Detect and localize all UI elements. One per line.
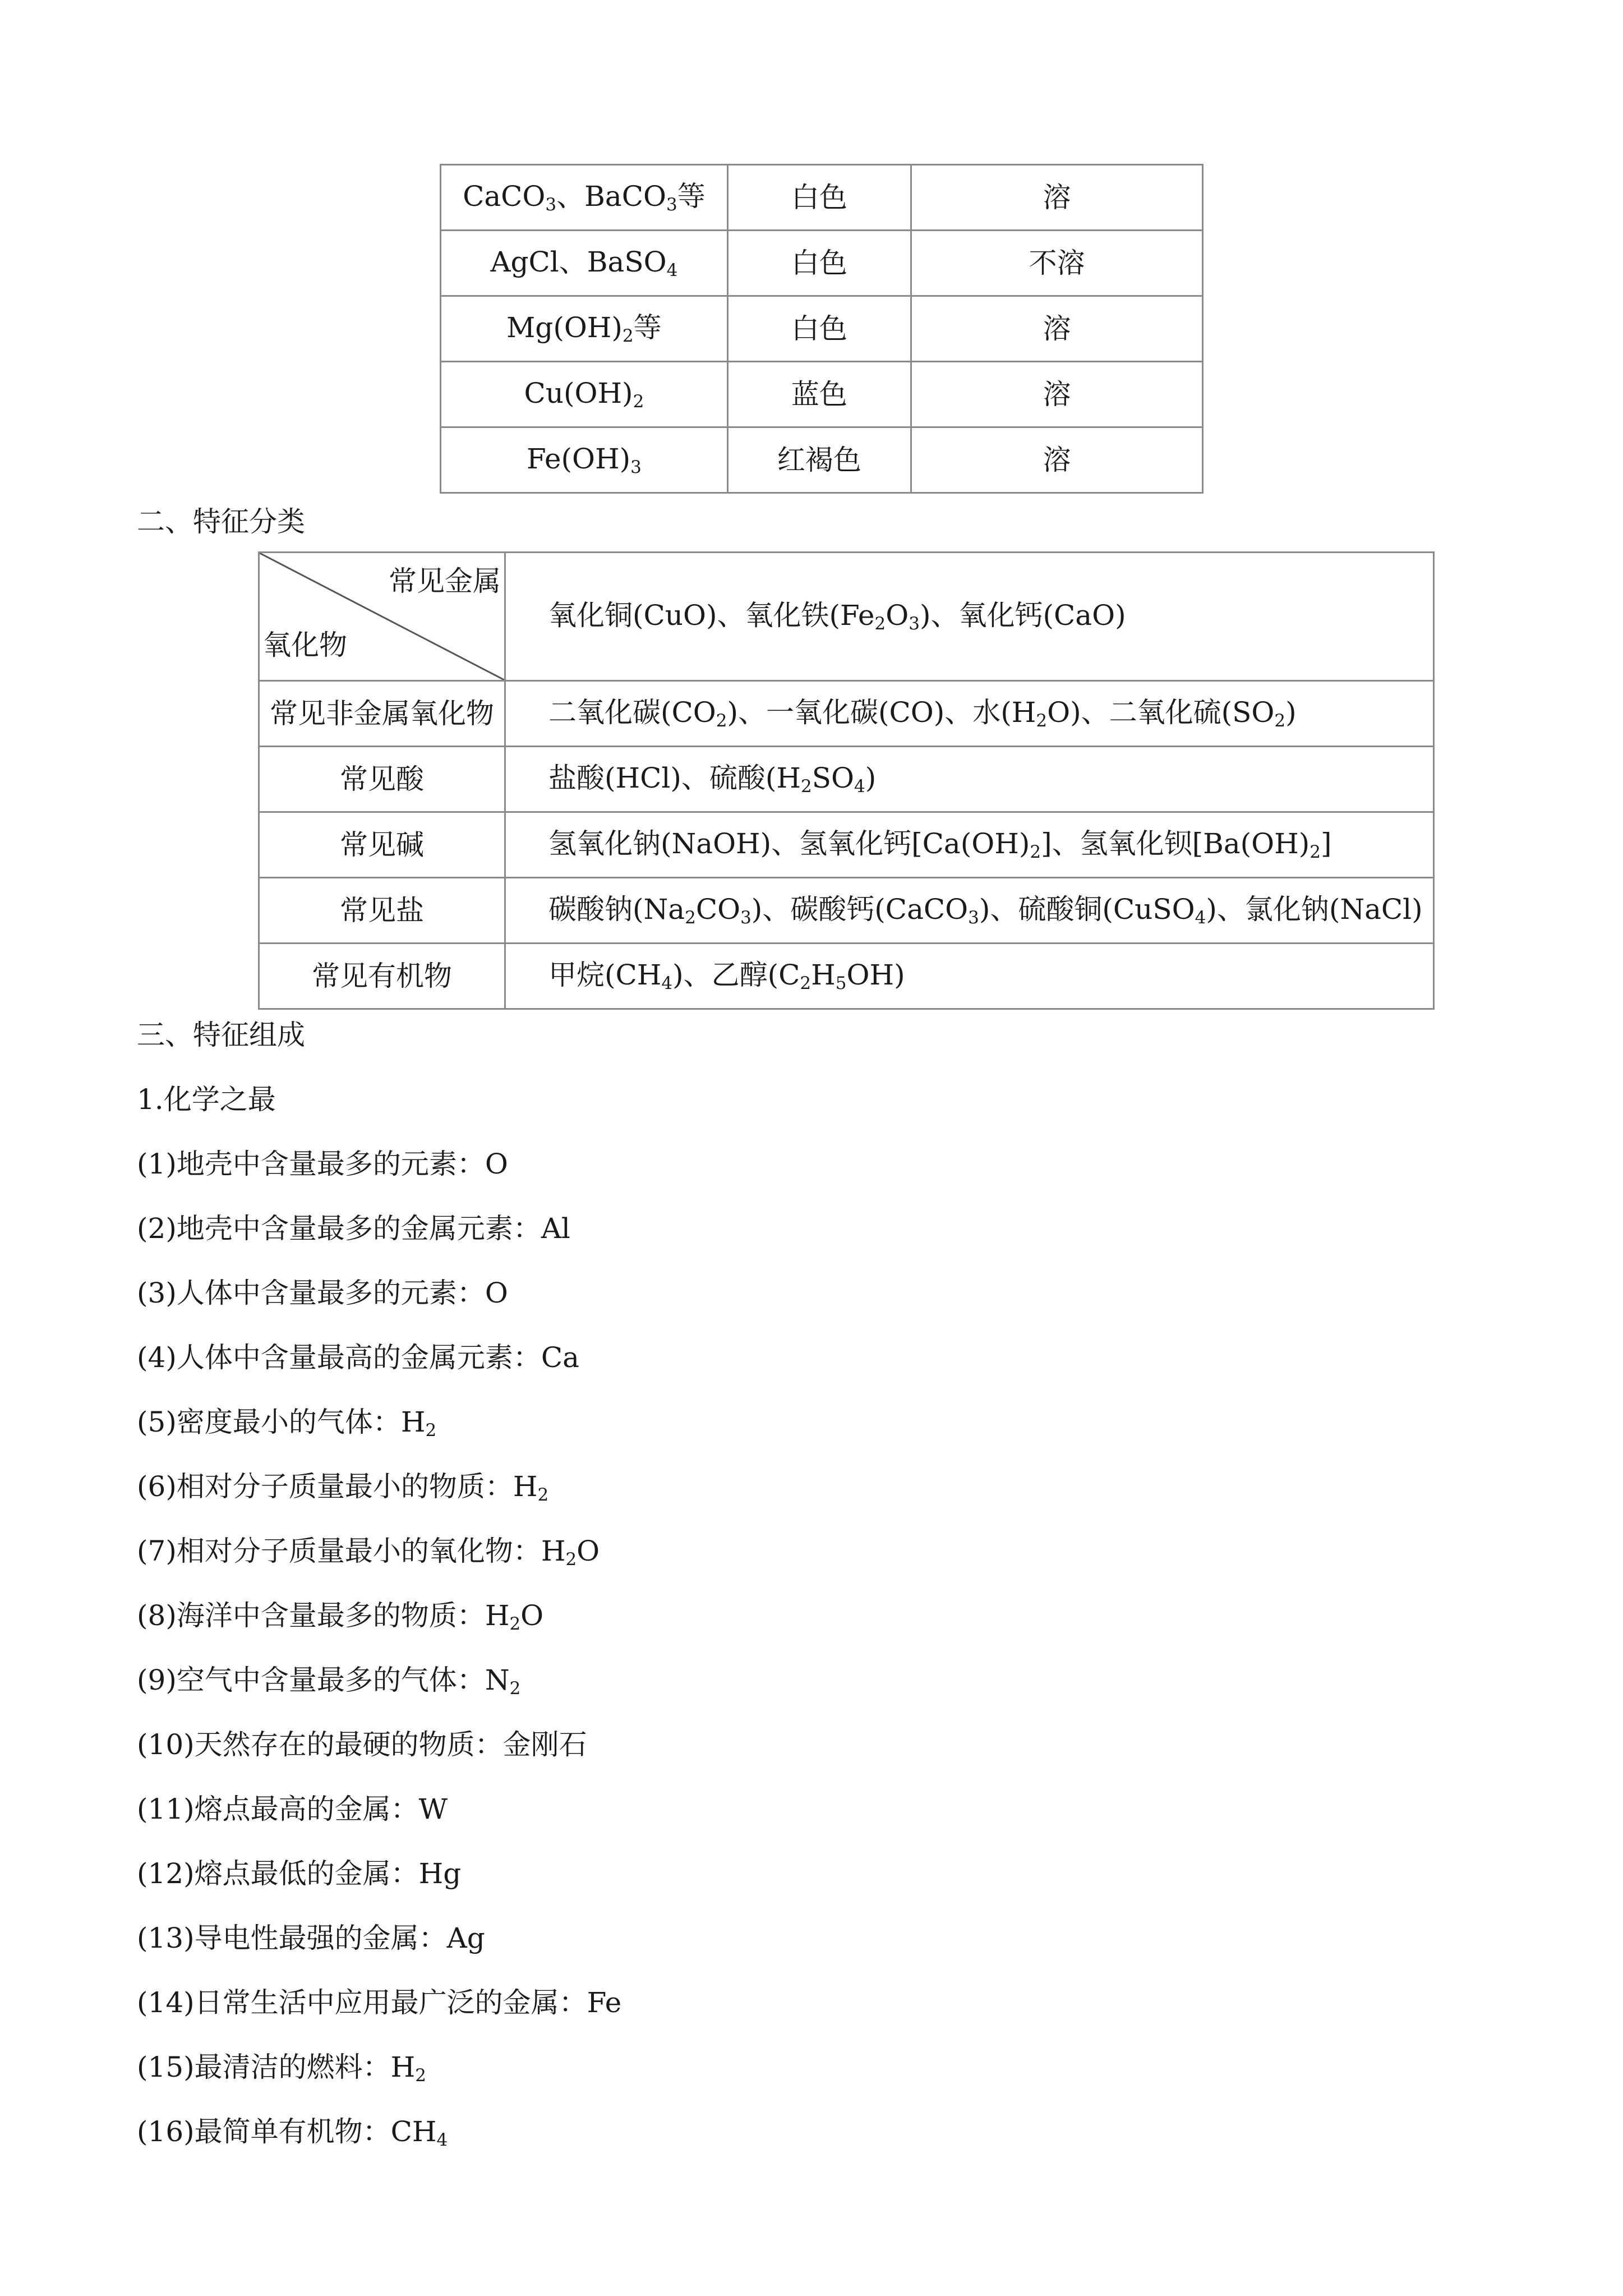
fact-line: (15)最清洁的燃料：$H_2$ (137, 2051, 426, 2086)
fact-line: (14)日常生活中应用最广泛的金属：Fe (137, 1986, 622, 2019)
subscript: 4 (854, 776, 865, 797)
table-row (441, 427, 1203, 493)
color-cell: 白色 (727, 165, 911, 231)
section-heading-classification: 二、特征分类 (137, 505, 305, 538)
substance-cell: $Mg(OH)_2$等 (441, 296, 728, 362)
category-cell: 常见酸 (259, 747, 505, 812)
fact-line: (3)人体中含量最多的元素：O (137, 1277, 508, 1309)
subscript: 2 (874, 613, 886, 634)
item-text: ) (865, 762, 877, 795)
color-cell: 白色 (727, 296, 911, 362)
item-text: )、碳酸钙(CaCO (751, 893, 969, 926)
subscript: 2 (800, 776, 812, 797)
item-text: SO (811, 762, 854, 795)
subscript: 2 (1274, 710, 1286, 731)
item-text: )、氧化钙(CaO) (920, 599, 1126, 632)
fact-line: (5)密度最小的气体：$H_2$ (137, 1406, 437, 1441)
table-row (259, 878, 1434, 944)
category-cell: 常见碱 (259, 812, 505, 878)
item-text: )、硫酸铜(CuSO (979, 893, 1195, 926)
items-cell (505, 681, 1434, 747)
item-text: ] (1321, 827, 1332, 861)
classification-table (258, 551, 1435, 1010)
substance-cell: $Fe(OH)_3$ (441, 427, 728, 493)
table-row (441, 362, 1203, 427)
item-text: OH) (846, 959, 905, 992)
subscript: 2 (685, 907, 696, 928)
table-row (441, 165, 1203, 231)
subscript: 3 (968, 907, 979, 928)
table-row (259, 944, 1434, 1009)
item-text: ]、氢氧化钡[Ba(OH) (1041, 827, 1310, 861)
item-text: H (811, 959, 836, 992)
subscript: 2 (800, 973, 811, 993)
subscript: 4 (661, 973, 673, 993)
acid-solubility-cell: 不溶 (911, 231, 1203, 296)
substance-cell: AgCl、BaSO$_4$ (441, 231, 728, 296)
color-cell: 白色 (727, 231, 911, 296)
subscript: 3 (740, 907, 751, 928)
subscript: 2 (1310, 841, 1321, 862)
subheading-chemistry-superlatives: 1.化学之最 (137, 1083, 276, 1116)
subscript: 2 (1030, 841, 1041, 862)
acid-solubility-cell: 溶 (911, 165, 1203, 231)
subscript: 2 (716, 710, 727, 731)
table-row (259, 747, 1434, 812)
item-text: 二氧化碳(CO (548, 696, 716, 729)
item-text: ) (1285, 696, 1297, 729)
fact-line: (9)空气中含量最多的气体：$N_2$ (137, 1664, 521, 1699)
category-cell: 常见有机物 (259, 944, 505, 1009)
items-cell (505, 878, 1434, 944)
item-text: 氢氧化钠(NaOH)、氢氧化钙[Ca(OH) (548, 827, 1030, 861)
item-text: 氧化铜(CuO)、氧化铁(Fe (548, 599, 875, 632)
item-text: 碳酸钠(Na (548, 893, 685, 926)
fact-line: (7)相对分子质量最小的氧化物：$H_2O$ (137, 1535, 600, 1570)
subscript: 5 (835, 973, 847, 993)
items-cell (505, 944, 1434, 1009)
subscript: 3 (909, 613, 920, 634)
acid-solubility-cell: 溶 (911, 427, 1203, 493)
table-row (259, 812, 1434, 878)
diagonal-header-bottom-label: 氧化物 (263, 629, 347, 661)
subscript: 4 (1195, 907, 1206, 928)
color-cell: 红褐色 (727, 427, 911, 493)
category-cell: 常见非金属氧化物 (259, 681, 505, 747)
acid-solubility-cell: 溶 (911, 362, 1203, 427)
item-text: 盐酸(HCl)、硫酸(H (548, 762, 801, 795)
subscript: 2 (1036, 710, 1048, 731)
items-cell (505, 812, 1434, 878)
item-text: )、乙醇(C (672, 959, 800, 992)
items-cell (505, 553, 1434, 681)
table-row (259, 553, 1434, 681)
fact-line: (6)相对分子质量最小的物质：$H_2$ (137, 1470, 549, 1505)
item-text: )、氯化钠(NaCl) (1206, 893, 1423, 926)
item-text: O (886, 599, 909, 632)
fact-line: (2)地壳中含量最多的金属元素：Al (137, 1212, 570, 1245)
items-cell (505, 747, 1434, 812)
precipitate-table (440, 164, 1204, 494)
item-text: CO (695, 893, 741, 926)
category-cell: 常见盐 (259, 878, 505, 944)
fact-line: (10)天然存在的最硬的物质：金刚石 (137, 1728, 587, 1761)
fact-line: (16)最简单有机物：$CH_4$ (137, 2115, 448, 2150)
fact-line: (13)导电性最强的金属：Ag (137, 1922, 485, 1954)
color-cell: 蓝色 (727, 362, 911, 427)
fact-line: (12)熔点最低的金属：Hg (137, 1857, 462, 1890)
item-text: O)、二氧化硫(SO (1047, 696, 1275, 729)
diagonal-header-cell (259, 553, 505, 681)
substance-cell: $Cu(OH)_2$ (441, 362, 728, 427)
substance-cell: CaCO$_3$、BaCO$_3$等 (441, 165, 728, 231)
table-row (441, 296, 1203, 362)
fact-line: (8)海洋中含量最多的物质：$H_2O$ (137, 1599, 544, 1634)
section-heading-composition: 三、特征组成 (137, 1019, 305, 1051)
fact-line: (11)熔点最高的金属：W (137, 1793, 448, 1825)
acid-solubility-cell: 溶 (911, 296, 1203, 362)
fact-line: (4)人体中含量最高的金属元素：Ca (137, 1341, 579, 1374)
fact-line: (1)地壳中含量最多的元素：O (137, 1148, 508, 1180)
item-text: )、一氧化碳(CO)、水(H (727, 696, 1036, 729)
item-text: 甲烷(CH (548, 959, 662, 992)
table-row (259, 681, 1434, 747)
diagonal-header-top-label: 常见金属 (389, 565, 501, 597)
table-row (441, 231, 1203, 296)
